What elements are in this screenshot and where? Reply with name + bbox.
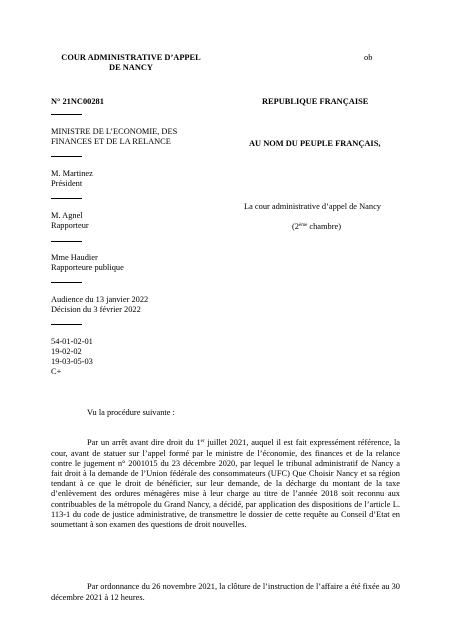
court-header	[56, 53, 206, 73]
party-line1: MINISTRE DE L’ECONOMIE, DES	[51, 127, 178, 136]
court-name-line2: DE NANCY	[109, 63, 153, 72]
dates-block	[51, 295, 148, 315]
public-rapporteur-role: Rapporteure publique	[51, 263, 124, 272]
rapporteur-name: M. Agnel	[51, 211, 83, 220]
public-rapporteur-name: Mme Haudier	[51, 253, 98, 262]
code-line: 54-01-02-01	[51, 337, 93, 346]
hearing-date: Audience du 13 janvier 2022	[51, 295, 149, 304]
president-role: Président	[51, 179, 83, 188]
separator-line	[51, 282, 82, 283]
president-name: M. Martinez	[51, 169, 93, 178]
para1-start: Par un arrêt avant dire droit du 1	[87, 438, 201, 448]
rapporteur-role: Rapporteur	[51, 221, 89, 230]
rapporteur-block	[51, 211, 89, 231]
party-name	[51, 127, 177, 147]
separator-line	[51, 114, 82, 115]
code-line: C+	[51, 367, 62, 376]
chamber-line	[292, 222, 341, 232]
para1-rest: juillet 2021, auquel il est fait expressément référence, la cour, avant de statuer sur l’appel formé par le ministre de l’économie, des finances et de la relance contre le jugement n° 2001015 du 23 décembre 2020, par lequel le tribunal administratif de Nancy a fait droit à la demande de l’Union fédérale des consommateurs (UFC) Que Choisir Nancy et sa région tendant à ce que le droit de bénéficier, sur leur demande, de la décharge du montant de la taxe d’enlèvement des ordures ménagères mise à leur charge au titre de l’année 2018 soit reconnu aux contribuables de la métropole du Grand Nancy, a décidé, par application des dispositions de l’article L. 113-1 du code de justice administrative, de transmettre le dossier de cette requête au Conseil d’Etat en soumettant à son examen des questions de droit nouvelles.	[51, 438, 400, 530]
code-line: 19-02-02	[51, 347, 82, 356]
separator-line	[51, 198, 82, 199]
court-name-line1: COUR ADMINISTRATIVE D’APPEL	[61, 53, 201, 62]
party-line2: FINANCES ET DE LA RELANCE	[51, 137, 171, 146]
body-paragraph-2: Par ordonnance du 26 novembre 2021, la clôture de l’instruction de l’affaire a été fixée au 30 décembre 2021 à 12 heures.	[51, 582, 400, 602]
republic-heading: REPUBLIQUE FRANÇAISE	[262, 97, 369, 106]
chamber-close: chambre)	[307, 222, 342, 231]
code-line: 19-03-05-03	[51, 357, 93, 366]
decision-date: Décision du 3 février 2022	[51, 305, 141, 314]
classification-codes	[51, 337, 93, 377]
court-body-line: La cour administrative d’appel de Nancy	[244, 202, 381, 211]
ob-mark: ob	[364, 53, 373, 62]
separator-line	[51, 156, 82, 157]
president-block	[51, 169, 93, 189]
procedure-intro: Vu la procédure suivante :	[87, 408, 175, 417]
public-rapporteur-block	[51, 253, 124, 273]
separator-line	[51, 324, 82, 325]
para1-sup: er	[200, 439, 205, 445]
separator-line	[51, 241, 82, 242]
chamber-sup: ème	[298, 223, 308, 228]
body-paragraph-1	[51, 438, 400, 530]
case-number: N° 21NC00281	[51, 97, 104, 106]
chamber-open: (2	[292, 222, 299, 231]
in-name-heading: AU NOM DU PEUPLE FRANÇAIS,	[249, 139, 381, 148]
